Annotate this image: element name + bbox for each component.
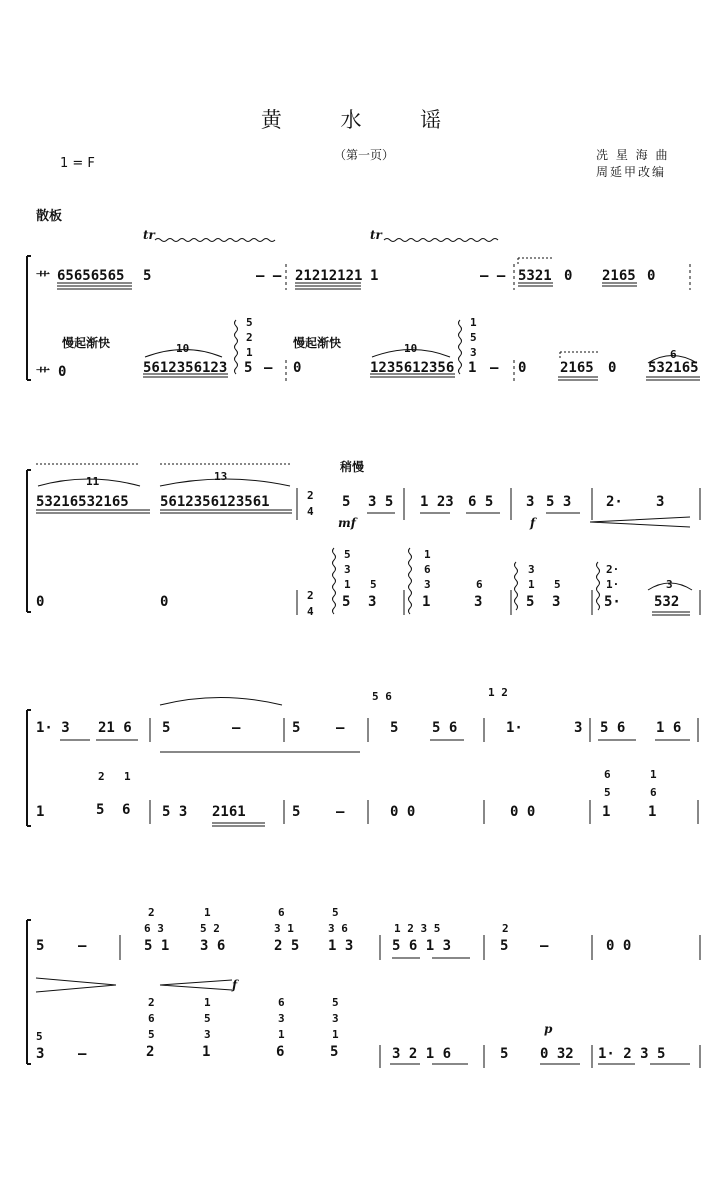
note-pair: 5 6 bbox=[600, 720, 626, 736]
trill-mark-2: tr bbox=[370, 228, 382, 242]
chord-note: 6 bbox=[276, 1044, 285, 1060]
chord-note: 5 bbox=[244, 360, 253, 376]
arranger-credit: 周延甲改编 bbox=[596, 165, 667, 179]
note: 5 bbox=[500, 1046, 509, 1062]
chord-note: 2 bbox=[246, 331, 253, 344]
note: 2· bbox=[606, 494, 623, 510]
chord-note: 2 5 bbox=[274, 938, 300, 954]
note-group: 1 2 3 5 bbox=[394, 922, 441, 935]
chord-note: 1 bbox=[470, 316, 477, 329]
chord-note: 1 bbox=[648, 804, 657, 820]
chord-note: 1 bbox=[344, 578, 351, 591]
chord-note: 5 bbox=[148, 1028, 155, 1041]
note: 1· bbox=[506, 720, 523, 736]
note: 3 bbox=[36, 1046, 45, 1062]
note-run: 65656565 bbox=[57, 268, 125, 284]
tuplet-number: 13 bbox=[214, 470, 228, 483]
tuplet-number: 6 bbox=[670, 348, 677, 361]
note: 3 bbox=[656, 494, 665, 510]
chord-note: 5 bbox=[246, 316, 253, 329]
note-pair: 5 3 bbox=[162, 804, 188, 820]
note: 5 bbox=[342, 494, 351, 510]
dash: – – bbox=[480, 268, 506, 284]
chord-note: 3 bbox=[552, 594, 561, 610]
note-run: 5612356123 bbox=[143, 360, 228, 376]
chord-note: 3 bbox=[470, 346, 477, 359]
rest: 0 bbox=[647, 268, 656, 284]
chord-note: 3 bbox=[424, 578, 431, 591]
note-group: 0 32 bbox=[540, 1046, 574, 1062]
note-run: 5321 bbox=[518, 268, 552, 284]
instrument-mark-upper: 艹 bbox=[36, 271, 50, 287]
dash: – bbox=[78, 1046, 87, 1062]
note: 5 bbox=[36, 1030, 43, 1043]
chord-note: 1 bbox=[124, 770, 131, 783]
direction-text: 慢起渐快 bbox=[293, 336, 342, 350]
chord-note: 1 bbox=[528, 578, 535, 591]
rest: 0 bbox=[36, 594, 45, 610]
note-run: 1235612356 bbox=[370, 360, 455, 376]
chord-note: 1 bbox=[468, 360, 477, 376]
tempo-change: 稍慢 bbox=[340, 460, 365, 474]
rest-pair: 0 0 bbox=[606, 938, 632, 954]
note-pair: 5 3 bbox=[546, 494, 572, 510]
note-run: 532165 bbox=[648, 360, 699, 376]
dash: – bbox=[540, 938, 549, 954]
note: 2 bbox=[502, 922, 509, 935]
time-signature-top: 2 bbox=[307, 589, 314, 602]
chord-note: 3 bbox=[474, 594, 483, 610]
chord-note: 5 bbox=[332, 996, 339, 1009]
note: 5 bbox=[143, 268, 152, 284]
time-signature-top: 2 bbox=[307, 489, 314, 502]
chord-note: 3 bbox=[332, 1012, 339, 1025]
note-run: 53216532165 bbox=[36, 494, 129, 510]
note-run: 21212121 bbox=[295, 268, 363, 284]
note-run: 5612356123561 bbox=[160, 494, 270, 510]
rest: 0 bbox=[293, 360, 302, 376]
chord-note: 3 bbox=[528, 563, 535, 576]
chord-note: 5 bbox=[204, 1012, 211, 1025]
note-pair: 21 6 bbox=[98, 720, 132, 736]
chord-note: 1· bbox=[606, 578, 620, 591]
note: 5 bbox=[500, 938, 509, 954]
tuplet-number: 10 bbox=[404, 342, 418, 355]
note: 1 bbox=[36, 804, 45, 820]
note: 5 bbox=[292, 804, 301, 820]
chord-note: 6 bbox=[122, 802, 131, 818]
chord-note: 1 bbox=[278, 1028, 285, 1041]
chord-note: 2 bbox=[98, 770, 105, 783]
key-signature: 1 = F bbox=[60, 156, 95, 171]
note-run: 2165 bbox=[560, 360, 594, 376]
rest: 0 bbox=[160, 594, 169, 610]
note: 5 bbox=[162, 720, 171, 736]
note-group: 5 6 1 3 bbox=[392, 938, 452, 954]
chord-note: 3 6 bbox=[328, 922, 348, 935]
dash: – – bbox=[256, 268, 282, 284]
time-signature-bottom: 4 bbox=[307, 605, 314, 618]
dynamic-f: f bbox=[232, 978, 238, 992]
chord-note: 5 bbox=[554, 578, 561, 591]
dash: – bbox=[264, 360, 273, 376]
rest: 0 bbox=[518, 360, 527, 376]
chord-note: 5 bbox=[526, 594, 535, 610]
dash: – bbox=[336, 804, 345, 820]
composer-credit: 冼 星 海 曲 bbox=[596, 148, 670, 162]
note-pair: 1· 3 bbox=[36, 720, 70, 736]
chord-note: 5 bbox=[332, 906, 339, 919]
chord-note: 3 bbox=[204, 1028, 211, 1041]
trill-mark-1: tr bbox=[143, 228, 155, 242]
chord-note: 5 bbox=[342, 594, 351, 610]
time-signature-bottom: 4 bbox=[307, 505, 314, 518]
note-pair: 1 23 bbox=[420, 494, 454, 510]
note: 1 bbox=[370, 268, 379, 284]
note-group: 1· 2 3 5 bbox=[598, 1046, 666, 1062]
chord-note: 1 bbox=[650, 768, 657, 781]
note-group: 3 2 1 6 bbox=[392, 1046, 452, 1062]
note-pair: 5 6 bbox=[432, 720, 458, 736]
chord-note: 6 bbox=[650, 786, 657, 799]
chord-note: 3 6 bbox=[200, 938, 226, 954]
tuplet-number: 10 bbox=[176, 342, 190, 355]
rest-pair: 0 0 bbox=[390, 804, 416, 820]
dash: – bbox=[336, 720, 345, 736]
dash: – bbox=[490, 360, 499, 376]
chord-note: 2 bbox=[146, 1044, 155, 1060]
tempo-marking: 散板 bbox=[36, 209, 63, 224]
tuplet-number: 3 bbox=[666, 578, 673, 591]
chord-note: 5 1 bbox=[144, 938, 170, 954]
instrument-mark-lower: 艹 bbox=[36, 367, 50, 383]
chord-note: 1 bbox=[424, 548, 431, 561]
note: 5 bbox=[390, 720, 399, 736]
chord-note: 6 bbox=[604, 768, 611, 781]
tuplet-number: 11 bbox=[86, 475, 100, 488]
dash: – bbox=[232, 720, 241, 736]
chord-note: 6 bbox=[278, 996, 285, 1009]
chord-note: 1 3 bbox=[328, 938, 354, 954]
grace-notes: 1 2 bbox=[488, 686, 508, 699]
direction-text: 慢起渐快 bbox=[62, 336, 111, 350]
chord-note: 5 bbox=[370, 578, 377, 591]
note-pair: 3 5 bbox=[368, 494, 394, 510]
note: 3 bbox=[526, 494, 535, 510]
rest: 0 bbox=[608, 360, 617, 376]
dash: – bbox=[78, 938, 87, 954]
chord-note: 1 bbox=[332, 1028, 339, 1041]
chord-note: 5 bbox=[470, 331, 477, 344]
chord-note: 1 bbox=[202, 1044, 211, 1060]
rest: 0 bbox=[564, 268, 573, 284]
chord-note: 3 bbox=[368, 594, 377, 610]
page-title: 黄 水 谣 bbox=[260, 108, 468, 132]
chord-note: 2· bbox=[606, 563, 620, 576]
chord-note: 2 bbox=[148, 996, 155, 1009]
chord-note: 6 bbox=[424, 563, 431, 576]
rest-pair: 0 0 bbox=[510, 804, 536, 820]
note-run: 532 bbox=[654, 594, 680, 610]
note-run: 2165 bbox=[602, 268, 636, 284]
chord-note: 6 bbox=[278, 906, 285, 919]
chord-note: 5 2 bbox=[200, 922, 220, 935]
chord-note: 6 bbox=[148, 1012, 155, 1025]
chord-note: 1 bbox=[204, 996, 211, 1009]
chord-note: 6 3 bbox=[144, 922, 164, 935]
chord-note: 1 bbox=[246, 346, 253, 359]
chord-note: 3 bbox=[344, 563, 351, 576]
note-pair: 6 5 bbox=[468, 494, 494, 510]
chord-note: 5 bbox=[344, 548, 351, 561]
chord-note: 3 1 bbox=[274, 922, 294, 935]
dynamic-p: p bbox=[544, 1022, 553, 1036]
rest: 0 bbox=[58, 364, 67, 380]
chord-note: 5 bbox=[604, 786, 611, 799]
note: 5 bbox=[292, 720, 301, 736]
grace-notes: 5 6 bbox=[372, 690, 392, 703]
chord-note: 5 bbox=[96, 802, 105, 818]
note-pair: 1 6 bbox=[656, 720, 682, 736]
chord-note: 1 bbox=[602, 804, 611, 820]
dynamic-f: f bbox=[530, 516, 536, 530]
chord-note: 1 bbox=[422, 594, 431, 610]
note-run: 2161 bbox=[212, 804, 246, 820]
chord-note: 5· bbox=[604, 594, 621, 610]
chord-note: 3 bbox=[278, 1012, 285, 1025]
page-number-label: （第一页） bbox=[333, 148, 394, 162]
note: 5 bbox=[36, 938, 45, 954]
dynamic-mf: mf bbox=[338, 516, 356, 530]
chord-note: 1 bbox=[204, 906, 211, 919]
chord-note: 5 bbox=[330, 1044, 339, 1060]
chord-note: 6 bbox=[476, 578, 483, 591]
chord-note: 2 bbox=[148, 906, 155, 919]
note: 3 bbox=[574, 720, 583, 736]
